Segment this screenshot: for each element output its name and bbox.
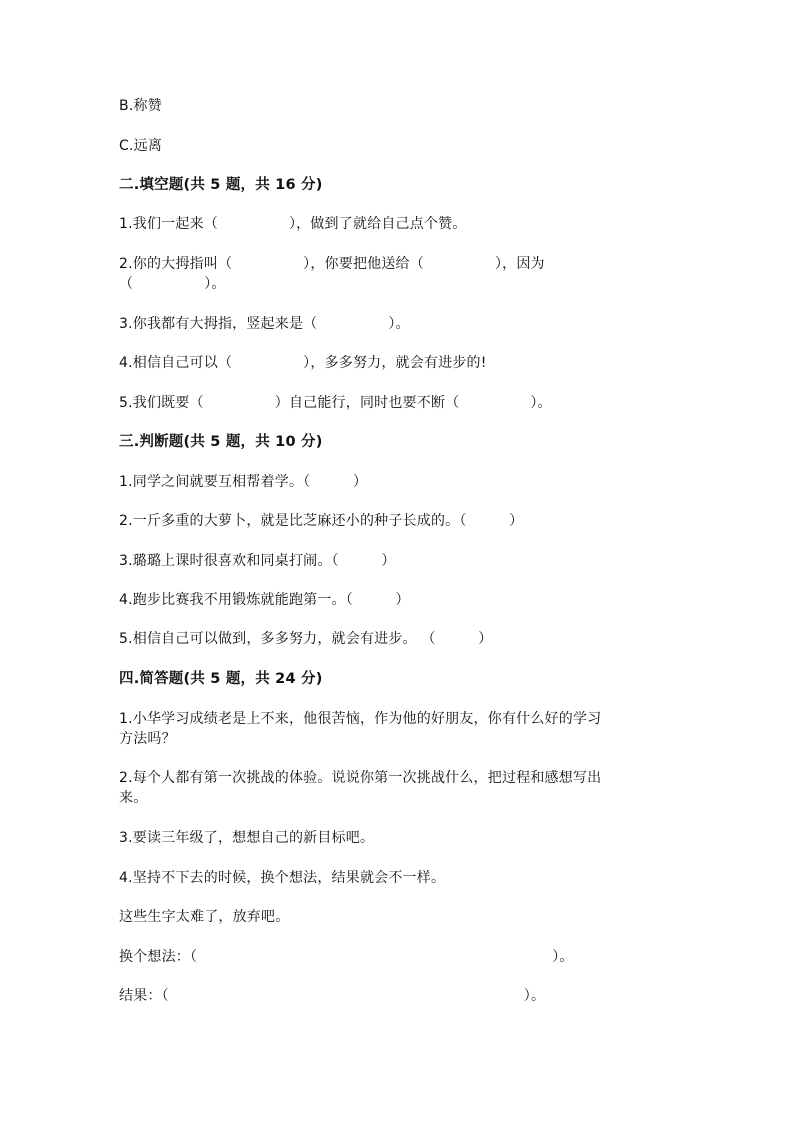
short-question-2-line2: 来。 [119,790,148,806]
short-question-4: 4.坚持不下去的时候，换个想法，结果就会不一样。 [119,870,446,886]
judge-question-5: 5.相信自己可以做到，多多努力，就会有进步。 （ ） [119,631,493,647]
short-question-2-line1: 2.每个人都有第一次挑战的体验。说说你第一次挑战什么，把过程和感想写出 [119,770,602,786]
short-question-1-line2: 方法吗？ [119,731,176,747]
option-b: B.称赞 [119,98,162,114]
judge-question-4: 4.跑步比赛我不用锻炼就能跑第一。（ ） [119,592,410,608]
short-question-4-result: 结果：（ ）。 [119,988,546,1004]
judge-question-3: 3.璐璐上课时很喜欢和同桌打闹。（ ） [119,553,396,569]
fill-question-3: 3.你我都有大拇指，竖起来是（ ）。 [119,316,410,332]
section3-heading: 三.判断题(共 5 题，共 10 分) [119,434,323,450]
short-question-3: 3.要读三年级了，想想自己的新目标吧。 [119,830,375,846]
fill-question-2-line2: （ ）。 [119,276,226,292]
option-c: C.远离 [119,138,163,154]
short-question-1-line1: 1.小华学习成绩老是上不来，他很苦恼，作为他的好朋友，你有什么好的学习 [119,711,602,727]
fill-question-5: 5.我们既要（ ）自己能行，同时也要不断（ ）。 [119,395,552,411]
fill-question-2-line1: 2.你的大拇指叫（ ），你要把他送给（ ），因为 [119,256,545,272]
fill-question-4: 4.相信自己可以（ ），多多努力，就会有进步的! [119,355,487,371]
fill-question-1: 1.我们一起来（ ），做到了就给自己点个赞。 [119,216,467,232]
section2-heading: 二.填空题(共 5 题，共 16 分) [119,177,323,193]
section4-heading: 四.简答题(共 5 题，共 24 分) [119,671,323,687]
short-question-4-example: 这些生字太难了，放弃吧。 [119,909,290,925]
judge-question-1: 1.同学之间就要互相帮着学。（ ） [119,474,368,490]
judge-question-2: 2.一斤多重的大萝卜，就是比芝麻还小的种子长成的。（ ） [119,513,524,529]
short-question-4-change: 换个想法：（ ）。 [119,949,574,965]
